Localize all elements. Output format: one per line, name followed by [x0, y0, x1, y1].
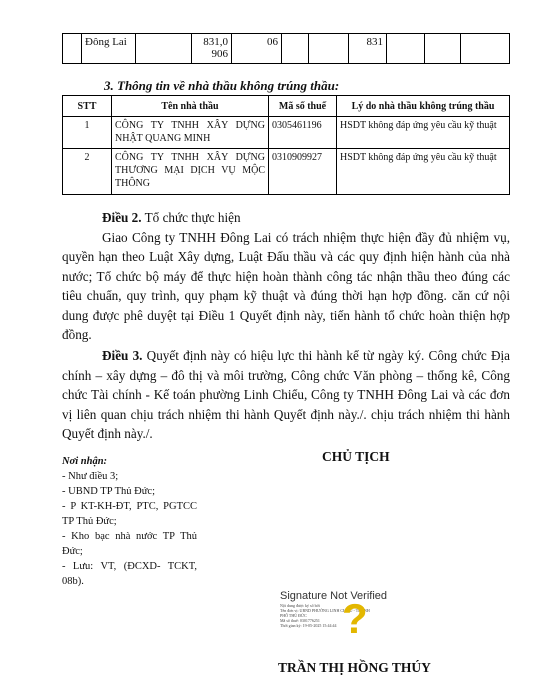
article-2-text: Giao Công ty TNHH Đông Lai có trách nhiệm thực hiện đầy đủ nhiệm vụ, quyền hạn theo Luật Xây dựng, Luật Đấu thầu và các quy định hiện hành của nhà nước; Tổ chức bộ máy để thực hiện hoàn thành công tác nhận thầu theo đúng các tiêu chuẩn, quy trình, quy phạm kỹ thuật và đúng thời hạn hợp đồng. căn cứ nội dung được phê duyệt tại Điều 1 Quyết định này, tiến hành tổ chức hoàn thiện hợp đồng.: [62, 229, 510, 342]
table-cell: [63, 34, 82, 64]
signature-detail-line: Tên đơn vị: UBND PHƯỜNG LINH CHIỂU - THÀNH: [280, 608, 370, 613]
column-header-stt: STT: [63, 96, 112, 117]
table-cell: [387, 34, 425, 64]
table-cell: 0310909927: [269, 149, 337, 195]
digital-signature[interactable]: [280, 590, 420, 650]
table-row: [63, 149, 510, 195]
table-row: [63, 117, 510, 149]
question-mark-icon: ?: [342, 595, 368, 642]
recipient-item: - Như điều 3;: [62, 471, 119, 482]
article-3-paragraph: [62, 346, 510, 444]
section-3-heading: 3. Thông tin về nhà thầu không trúng thầu:: [104, 78, 340, 93]
award-table-continuation: [62, 33, 510, 64]
table-cell: 06: [232, 34, 282, 64]
signature-detail-line: PHỐ THỦ ĐỨC: [280, 613, 307, 618]
article-2: [62, 208, 510, 345]
recipient-item: - UBND TP Thủ Đức;: [62, 486, 155, 497]
table-cell: 831,0 906: [192, 34, 232, 64]
article-3-label: Điều 3.: [102, 348, 143, 363]
recipient-item: - P KT-KH-ĐT, PTC, PGTCC TP Thủ Đức;: [62, 501, 197, 527]
recipients-title: Nơi nhận:: [62, 456, 108, 467]
recipient-item: - Lưu: VT, (ĐCXD- TCKT, 08b).: [62, 561, 197, 587]
table-header-row: [63, 96, 510, 117]
signature-status: Signature Not Verified: [280, 590, 388, 602]
table-cell: 831: [349, 34, 387, 64]
table-cell: HSDT không đáp ứng yêu cầu kỹ thuật: [337, 149, 510, 195]
non-winning-bidders-table: [62, 95, 510, 195]
signer-name: TRẦN THỊ HỒNG THÚY: [278, 660, 431, 675]
table-cell: [136, 34, 192, 64]
article-2-heading: [62, 208, 510, 228]
table-cell: 2: [63, 149, 112, 195]
article-2-label: Điều 2.: [102, 210, 142, 225]
table-cell: [461, 34, 510, 64]
table-cell: CÔNG TY TNHH XÂY DỰNG THƯƠNG MẠI DỊCH VỤ MỘC THÔNG: [112, 149, 269, 195]
signature-detail-line: Mã số thuế: 0301776251: [280, 618, 320, 623]
column-header-tax-code: Mã số thuế: [269, 96, 337, 117]
article-3-text: Quyết định này có hiệu lực thi hành kể từ ngày ký. Công chức Địa chính – xây dựng – đô thị và môi trường, Công chức Văn phòng – thống kê, Công chức Tài chính - Kế toán phường Linh Chiểu, Công ty TNHH Đông Lai và các đơn vị liên quan chịu trách nhiệm thi hành Quyết định này./. chịu trách nhiệm thi hành Quyết định này./.: [62, 348, 511, 441]
chairman-title: CHỦ TỊCH: [322, 449, 390, 464]
table-cell: [309, 34, 349, 64]
article-2-title: Tổ chức thực hiện: [141, 210, 241, 225]
signature-detail-line: Nội dung được ký số bởi: [280, 603, 320, 608]
table-cell: CÔNG TY TNHH XÂY DỰNG NHẬT QUANG MINH: [112, 117, 269, 149]
table-cell: HSDT không đáp ứng yêu cầu kỹ thuật: [337, 117, 510, 149]
column-header-bidder-name: Tên nhà thầu: [112, 96, 269, 117]
table-row: [63, 34, 510, 64]
column-header-reason: Lý do nhà thầu không trúng thầu: [337, 96, 510, 117]
table-cell: 0305461196: [269, 117, 337, 149]
table-cell: [282, 34, 309, 64]
table-cell: Đông Lai: [82, 34, 136, 64]
recipient-item: - Kho bạc nhà nước TP Thủ Đức;: [62, 531, 197, 557]
table-cell: [425, 34, 461, 64]
article-3: [62, 346, 510, 444]
signature-detail-line: Thời gian ký: 19-05-2025 15:44:44: [280, 623, 337, 628]
table-cell: 1: [63, 117, 112, 149]
recipients-block: [62, 454, 197, 589]
